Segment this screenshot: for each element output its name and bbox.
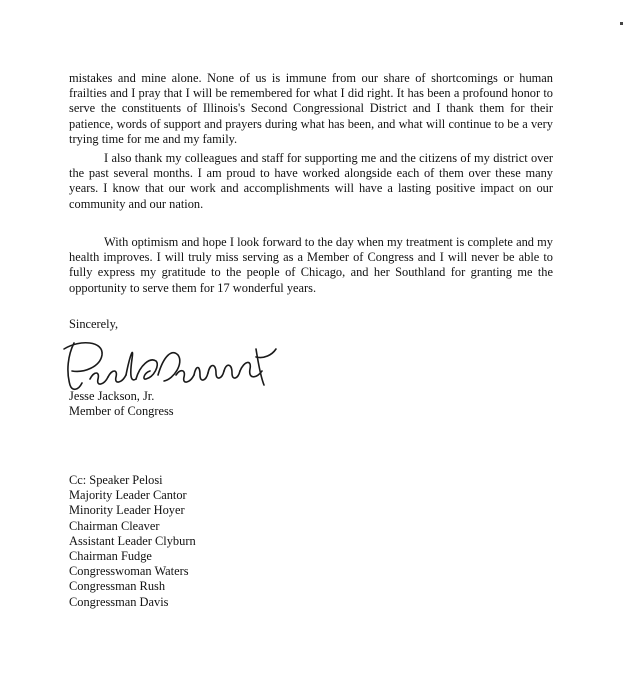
cc-recipient: Majority Leader Cantor [69, 488, 187, 503]
signer-title: Member of Congress [69, 404, 174, 418]
cc-recipient: Chairman Cleaver [69, 518, 160, 533]
cc-recipient: Congresswoman Waters [69, 564, 189, 579]
cc-recipient: Congressman Davis [69, 594, 169, 609]
signer-name: Jesse Jackson, Jr. [69, 389, 155, 403]
cc-recipient: Assistant Leader Clyburn [69, 533, 196, 548]
letter-closing: Sincerely, [69, 317, 119, 331]
cc-list [69, 473, 196, 610]
letter-paragraph-1: mistakes and mine alone. None of us is immune from our share of shortcomings or human frailties and I pray that I will be remembered for what I did right. It has been a profound honor to serve the constituents of Illinois's Second Congressional District and I thank them for their patience, words of support and prayers during what has been, and what will continue to be a very trying time for me and my family. [69, 71, 553, 146]
cc-recipient: Minority Leader Hoyer [69, 503, 185, 518]
cc-recipient: Congressman Rush [69, 579, 166, 594]
cc-recipient: Cc: Speaker Pelosi [69, 473, 163, 487]
letter-paragraph-3: With optimism and hope I look forward to the day when my treatment is complete and my health improves. I will truly miss serving as a Member of Congress and I will never be able to fully express my gratitude to the people of Chicago, and her Southland for granting me the opportunity to serve them for 17 wonderful years. [69, 235, 553, 295]
scan-mark [620, 22, 623, 25]
handwritten-signature [60, 335, 280, 397]
letter-paragraph-2: I also thank my colleagues and staff for supporting me and the citizens of my district over the past several months. I am proud to have worked alongside each of them over these many years. I know that our work and accomplishments will have a lasting positive impact on our community and our nation. [69, 151, 553, 211]
cc-recipient: Chairman Fudge [69, 549, 152, 564]
